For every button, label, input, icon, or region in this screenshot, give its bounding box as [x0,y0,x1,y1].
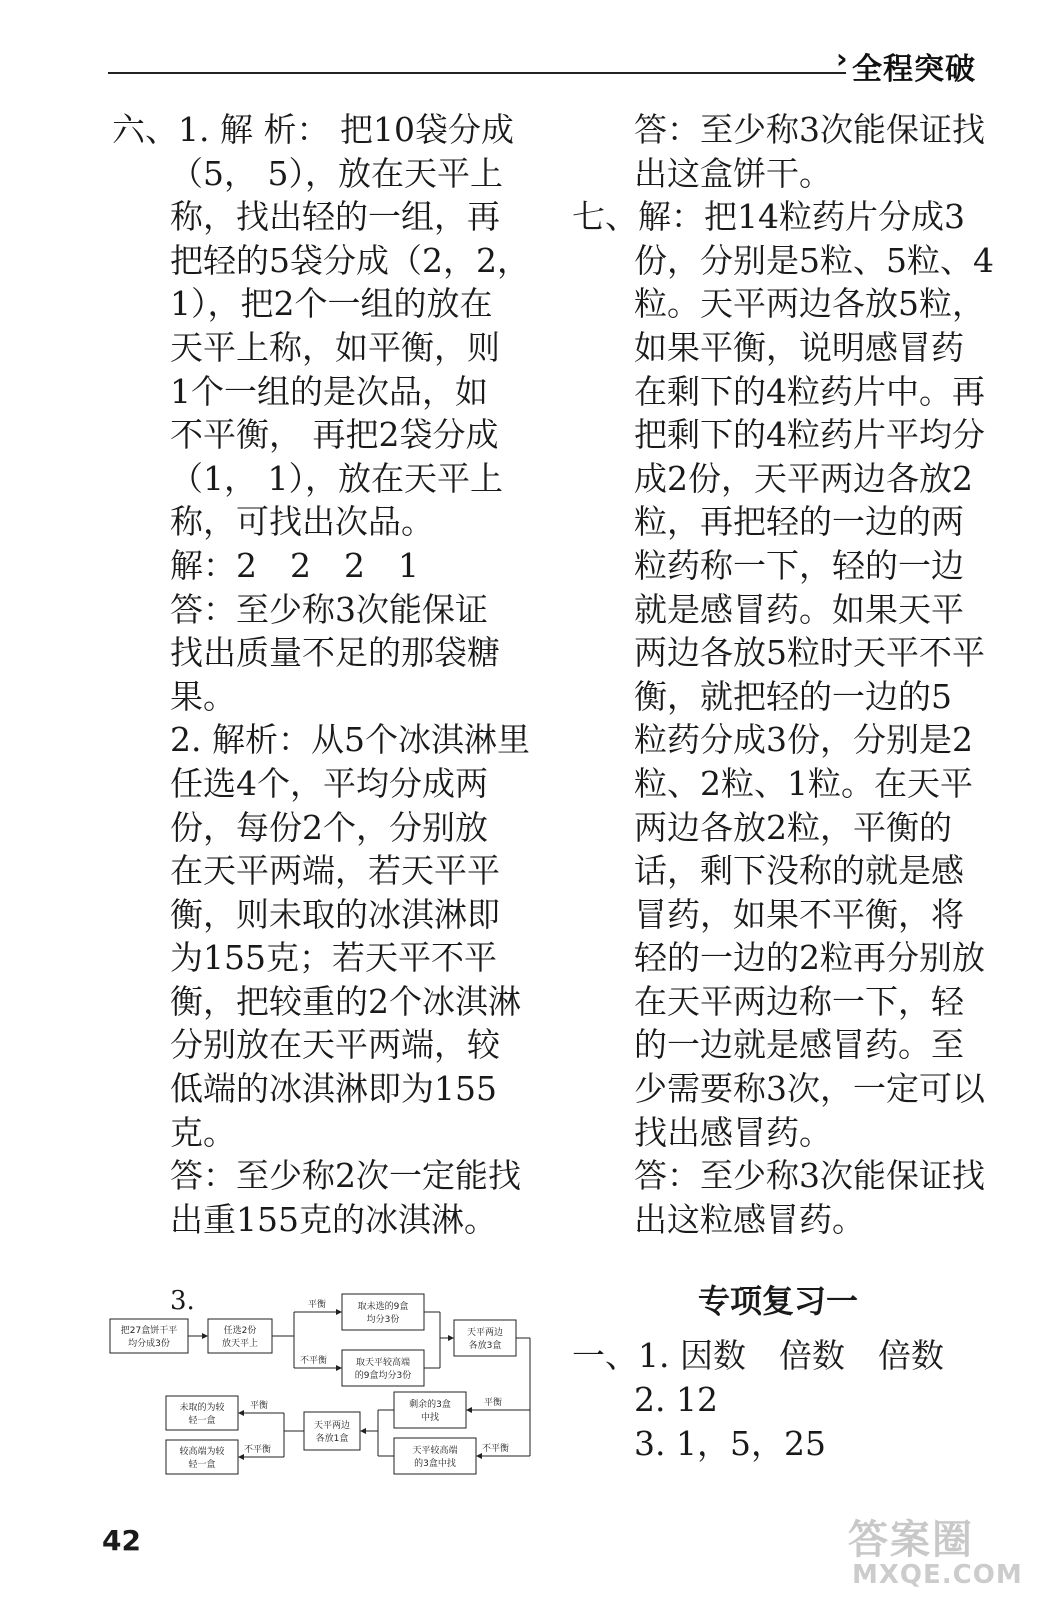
text-line: 出重155克的冰淇淋。 [170,1199,497,1239]
text-line: （5， 5），放在天平上 [170,153,503,193]
text-line: 轻的一边的2粒再分别放 [634,938,985,978]
text-line: 答：至少称3次能保证找 [634,110,985,149]
flow-box-text: 任选2份 [223,1326,257,1336]
text-line: 3. 1，5，25 [634,1424,826,1463]
text-line: 不平衡， 再把2袋分成 [170,415,499,455]
flow-box-text: 各放1盒 [315,1434,349,1444]
header-title: › 全程突破 [852,44,976,88]
page-number: 42 [102,1524,141,1557]
left-column [112,108,542,1241]
flow-box-text: 均分3份 [366,1315,400,1325]
text-line: 份，每份2个，分别放 [170,807,488,847]
text-line: 称，找出轻的一组，再 [170,197,500,237]
text-line: 天平上称，如平衡，则 [170,327,500,367]
flow-box-text: 取未选的9盒 [357,1302,409,1312]
text-line: 称，可找出次品。 [170,502,434,542]
text-line: 2. 解析：从5个冰淇淋里 [170,720,530,760]
text-line: 出这粒感冒药。 [634,1199,865,1239]
text-line: 任选4个，平均分成两 [170,763,488,803]
text-line: 在天平两端，若天平平 [170,851,500,891]
text-line: 衡，则未取的冰淇淋即 [170,894,500,934]
right-column [572,108,992,1241]
section-title: 专项复习一 [698,1282,859,1320]
header-rule [108,72,846,74]
text-line: 成2份，天平两边各放2 [634,458,973,498]
text-line: 1个一组的是次品，如 [170,371,488,411]
flow-label-balanced: 平衡 [308,1300,327,1310]
text-line: 如果平衡，说明感冒药 [634,327,964,367]
text-line: 把轻的5袋分成（2，2， [170,240,530,280]
flowchart-diagram [104,1292,544,1492]
flow-box-text: 均分成3份 [128,1339,170,1349]
flow-box-text: 天平较高端 [412,1446,458,1456]
text-line: 衡，把较重的2个冰淇淋 [170,981,521,1021]
flow-box-text: 各放3盒 [468,1341,502,1351]
text-line: 一、1. 因数 倍数 倍数 [572,1336,944,1375]
text-line: （1， 1），放在天平上 [170,458,503,498]
text-line: 分别放在天平两端，较 [170,1025,500,1065]
text-line: 为155克；若天平不平 [170,938,497,978]
flow-box-text: 天平两边 [313,1421,351,1431]
text-line: 答：至少称3次能保证找 [634,1156,985,1196]
flow-box-text: 把27盒饼干平 [120,1326,178,1336]
text-line: 克。 [170,1112,236,1152]
flow-box-text: 较高端为较 [179,1447,225,1457]
text-line: 粒、2粒、1粒。在天平 [634,763,973,803]
text-line: 粒药分成3份，分别是2 [634,720,973,760]
flow-box-text: 未取的为较 [179,1403,225,1413]
text-line: 找出质量不足的那袋糖 [170,633,500,673]
flow-label-balanced: 平衡 [484,1398,503,1408]
text-line: 答：至少称3次能保证 [170,589,488,629]
text-line: 出这盒饼干。 [634,153,832,193]
text-line: 找出感冒药。 [634,1112,832,1152]
flow-box-text: 的9盒均分3份 [354,1371,412,1381]
text-line: 2. 12 [634,1380,718,1419]
text-line: 解：2 2 2 1 [170,545,419,585]
flow-box-text: 的3盒中找 [414,1459,456,1469]
text-line: 两边各放5粒时天平不平 [634,633,985,673]
flow-box [304,1412,360,1450]
text-line: 在剩下的4粒药片中。再 [634,371,985,411]
text-line: 少需要称3次，一定可以 [634,1069,985,1109]
flow-box-text: 取天平较高端 [355,1358,411,1368]
text-line: 话，剩下没称的就是感 [634,851,964,891]
text-line: 在天平两边称一下，轻 [634,981,964,1021]
text-line: 的一边就是感冒药。至 [634,1025,964,1065]
flow-box-text: 剩余的3盒 [409,1400,451,1410]
flow-box-text: 中找 [420,1413,440,1423]
text-line: 衡，就把轻的一边的5 [634,676,952,716]
flow-box-text: 轻一盒 [188,1416,216,1426]
text-line: 七、解：把14粒药片分成3 [572,197,965,237]
text-line: 1），把2个一组的放在 [170,284,493,324]
text-line: 粒，再把轻的一边的两 [634,502,964,542]
text-line: 份，分别是5粒、5粒、4 [634,240,994,280]
text-line: 就是感冒药。如果天平 [634,589,964,629]
flow-box-text: 天平两边 [466,1328,504,1338]
flow-label-unbalanced: 不平衡 [300,1356,328,1366]
flow-label-balanced: 平衡 [250,1401,269,1411]
problem-3-number: 3. [170,1286,195,1316]
flow-label-unbalanced: 不平衡 [482,1444,510,1454]
flow-box-text: 放天平上 [221,1339,259,1349]
review-answers [572,1334,944,1466]
text-line: 答：至少称2次一定能找 [170,1156,521,1196]
text-line: 低端的冰淇淋即为155 [170,1069,497,1109]
text-line: 把剩下的4粒药片平均分 [634,415,985,455]
text-line: 粒药称一下，轻的一边 [634,545,964,585]
watermark-logo: 答案圈 [848,1517,974,1563]
text-line: 冒药，如果不平衡，将 [634,894,964,934]
text-line: 两边各放2粒，平衡的 [634,807,952,847]
flow-label-unbalanced: 不平衡 [244,1445,272,1455]
flow-box-text: 轻一盒 [188,1460,216,1470]
text-line: 粒。天平两边各放5粒， [634,284,985,324]
text-line: 果。 [170,676,236,716]
watermark-url: MXQE.COM [852,1560,1023,1590]
text-line: 六、1. 解 析： 把10袋分成 [112,110,514,149]
